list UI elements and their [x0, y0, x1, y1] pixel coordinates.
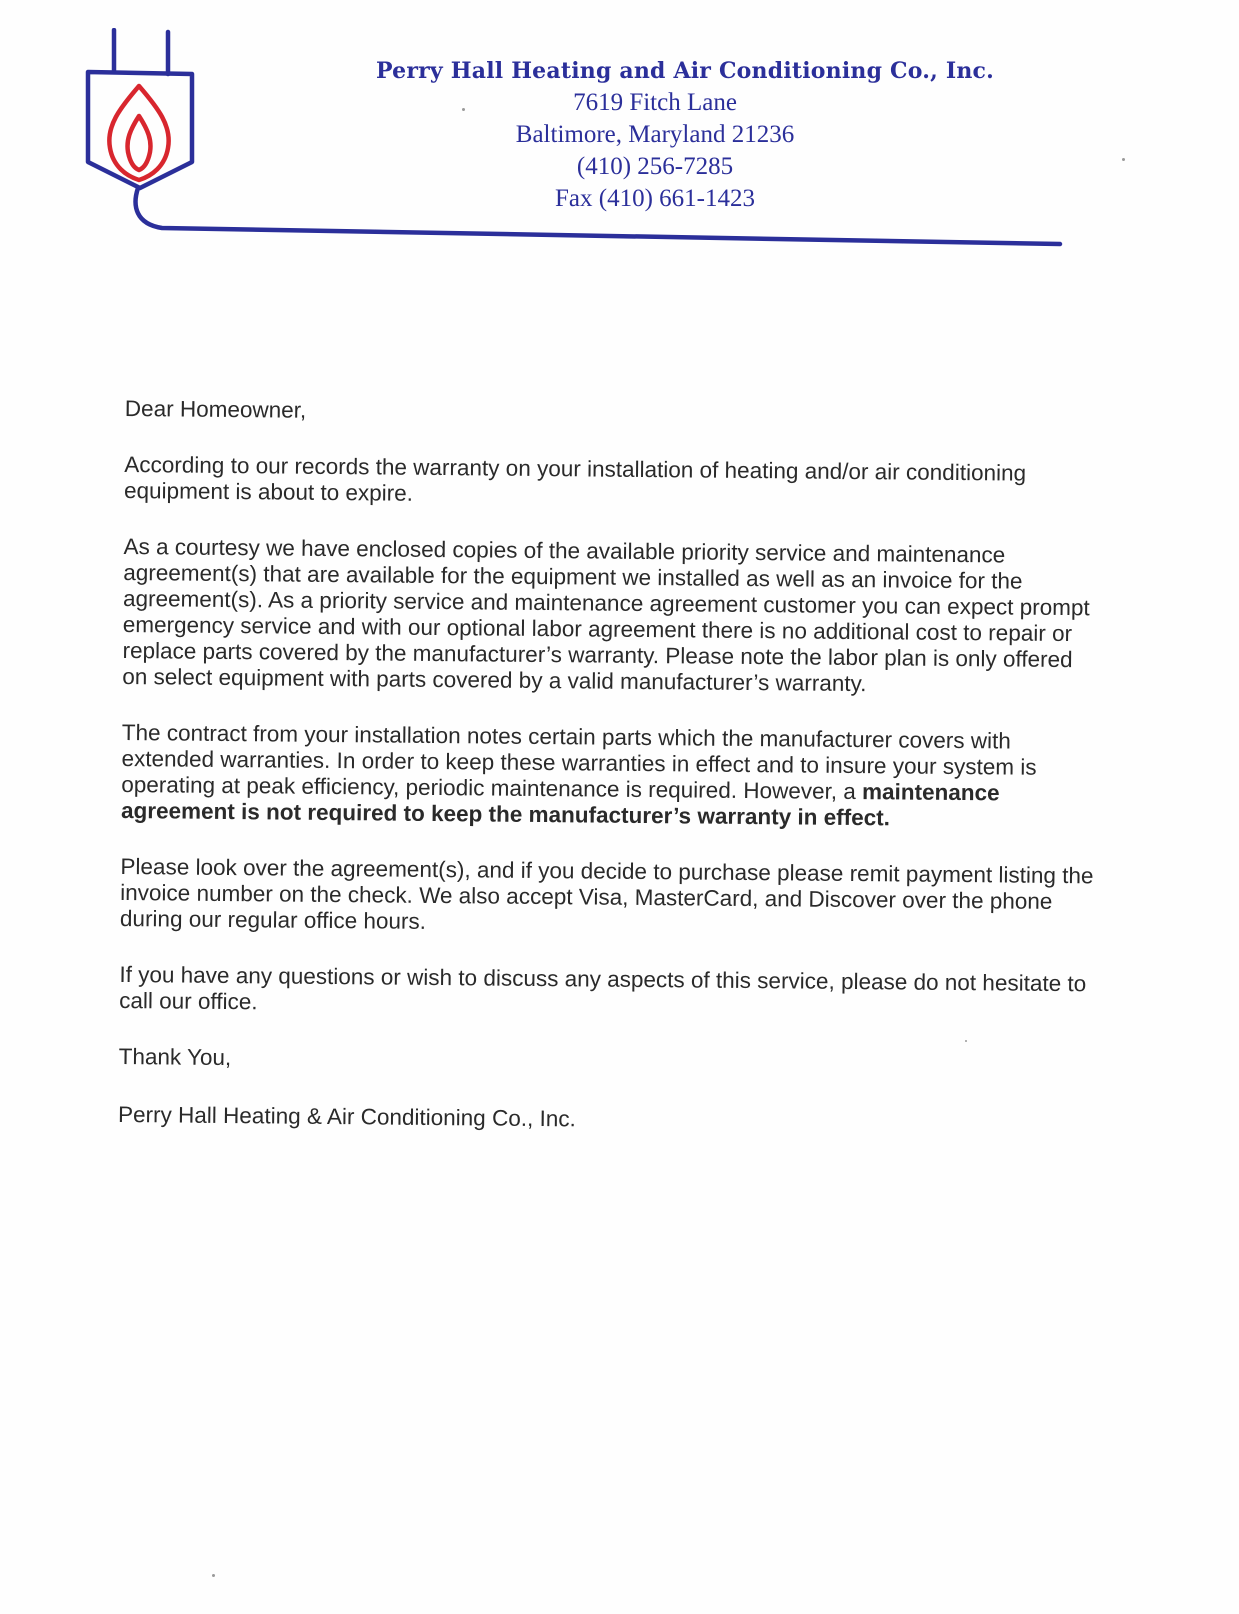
paragraph-contract — [121, 720, 1102, 833]
paragraph-warranty-expiry: According to our records the warranty on your installation of heating and/or air conditioning equipment is about to expire. — [123, 451, 1027, 506]
scan-speck — [965, 1040, 967, 1042]
contract-text: The contract from your installation notes certain parts which the manufacturer covers with extended warranties. In order to keep these warranties in effect and to insure your system is operating at peak efficiency, periodic maintenance is required. However, a — [121, 719, 1037, 805]
phone-number: (410) 256-7285 — [576, 153, 734, 180]
signature: Perry Hall Heating & Air Conditioning Co., Inc. — [117, 1101, 576, 1132]
letter-body — [118, 396, 1105, 1167]
street-address: 7619 Fitch Lane — [573, 89, 737, 116]
paragraph-purchase: Please look over the agreement(s), and if you decide to purchase please remit payment listing the invoice number on the check. We also accept Visa, MasterCard, and Discover over the phone during our regular office hours. — [119, 853, 1094, 934]
warranty-notice-bold: maintenance agreement is not required to keep the manufacturer’s warranty in effect. — [120, 779, 1000, 831]
city-state-zip: Baltimore, Maryland 21236 — [515, 121, 795, 148]
salutation: Dear Homeowner, — [124, 396, 307, 423]
paragraph-courtesy: As a courtesy we have enclosed copies of the available priority service and maintenance agreement(s) that are available for the equipment we installed as well as an invoice for the agreement(s). As a priority service and maintenance agreement customer you can expect prompt emergency service and with our optional labor agreement there is no additional cost to repair or replace parts covered by the manufacturer’s warranty. Please note the labor plan is only offered on select equipment with parts covered by a valid manufacturer’s warranty. — [122, 533, 1090, 697]
fax-number: Fax (410) 661-1423 — [555, 185, 755, 212]
letterhead — [300, 58, 1060, 215]
scan-speck — [212, 1574, 215, 1577]
closing: Thank You, — [118, 1043, 232, 1071]
scan-speck — [1122, 158, 1125, 161]
paragraph-questions: If you have any questions or wish to discuss any aspects of this service, please do not hesitate to call our office. — [119, 961, 1087, 1015]
scan-speck — [462, 108, 465, 111]
company-name: Perry Hall Heating and Air Conditioning Co., Inc. — [376, 58, 994, 84]
